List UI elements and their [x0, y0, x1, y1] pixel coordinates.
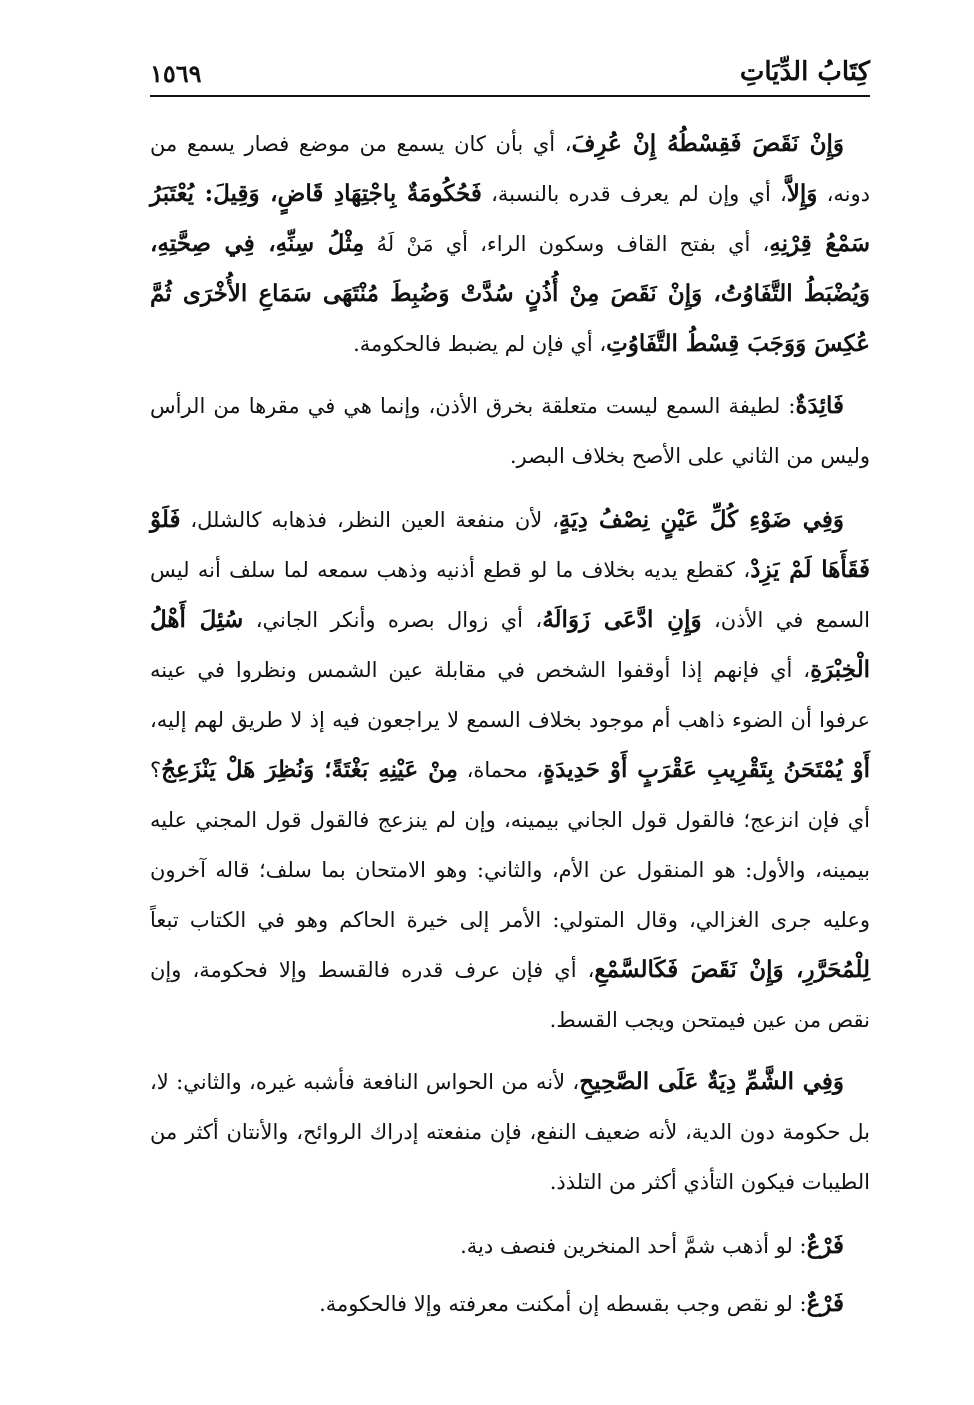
paragraph	[150, 1279, 870, 1329]
commentary-text: ، كقطع يديه بخلاف ما لو قطع أذنيه وذهب سمعه لما سلف أنه ليس السمع في الأذن،	[150, 558, 871, 632]
commentary-text: ، أي بأن كان يسمع من موضع فصار يسمع من دونه،	[150, 132, 871, 206]
matn-text: سُئِلَ أَهْلُ الْخِبْرَةِ	[150, 606, 870, 683]
matn-text: وَفِي الشَّمِّ دِيَةٌ عَلَى الصَّحِيحِ	[579, 1068, 845, 1095]
commentary-text: ، أي بفتح القاف وسكون الراء، أي مَنْ لَهُ	[364, 232, 770, 256]
book-page	[150, 55, 870, 1375]
matn-text: مِنْ عَيْنِهِ بَغْتَةً؛ وَنُظِرَ هَلْ يَنْزَعِجُ	[161, 756, 458, 783]
matn-text: وَإِنْ نَقَصَ فَقِسْطُهُ إِنْ عُرِفَ	[571, 130, 845, 157]
commentary-text: ؟ أي فإن انزعج؛ فالقول قول الجاني بيمينه، وإن لم ينزعج فالقول قول المجني عليه بيمينه، والأول: هو المنقول عن الأم، والثاني: وهو الامتحان بما سلف؛ قاله آخرون وعليه جرى الغزالي، وقال المتولي: الأمر إلى خيرة الحاكم وهو في الكتاب تبعاً	[150, 758, 870, 932]
commentary-text: ، أي فإنهم إذا أوقفوا الشخص في مقابلة عين الشمس ونظروا في عينه عرفوا أن الضوء ذاهب أم موجود بخلاف السمع لا يراجعون فيه إذ لا طريق لهم إليه،	[150, 658, 870, 732]
paragraph	[150, 495, 870, 1045]
matn-text: فَرْعٌ	[806, 1290, 844, 1317]
commentary-text: ، لأن منفعة العين النظر، فذهابه كالشلل،	[180, 508, 559, 532]
matn-text: وَإِنِ ادَّعَى زَوَالَهُ	[542, 606, 702, 633]
matn-text: فَحُكُومَةٌ بِاجْتِهَادِ قَاضٍ، وَقِيلَ: يُعْتَبَرُ سَمْعُ قِرْنِهِ	[150, 180, 871, 257]
commentary-text: ، أي فإن عرف قدره فالقسط وإلا فحكومة، وإن نقص من عين فيمتحن ويجب القسط.	[150, 958, 870, 1032]
matn-text: فَائِدَةٌ	[795, 392, 844, 419]
matn-text: وَإِلاَّ	[786, 180, 818, 207]
matn-text: لِلْمُحَرَّرِ، وَإِنْ نَقَصَ فَكَالسَّمْعِ	[594, 956, 871, 983]
matn-text: فَلَوْ فَقَأَهَا لَمْ يَزِدْ	[150, 506, 871, 583]
commentary-text: ، محماة،	[457, 758, 544, 782]
commentary-text: : لطيفة السمع ليست متعلقة بخرق الأذن، وإنما هي في مقرها من الرأس وليس من الثاني على الأصح بخلاف البصر.	[150, 394, 870, 468]
paragraph	[150, 119, 870, 369]
matn-text: مِثْلُ سِنِّهِ، فِي صِحَّتِهِ، وَيُضْبَطُ التَّفَاوُتُ، وَإِنْ نَقَصَ مِنْ أُذُنٍ سُدَّتْ وَضُبِطَ مُنْتَهَى سَمَاعِ الأُخْرَى ثُمَّ عُكِسَ وَوَجَبَ قِسْطُ التَّفَاوُتِ	[150, 230, 870, 357]
matn-text: وَفِي ضَوْءِ كُلِّ عَيْنٍ نِصْفُ دِيَةٍ	[558, 506, 844, 533]
paragraph	[150, 1221, 870, 1271]
paragraph	[150, 1057, 870, 1207]
page-number: ١٥٦٩	[150, 59, 208, 88]
running-header	[150, 55, 870, 97]
commentary-text: ، أي وإن لم يعرف قدره بالنسبة،	[481, 182, 787, 206]
body-text	[150, 119, 870, 1329]
matn-text: أَوْ يُمْتَحَنُ بِتَقْرِيبِ عَقْرَبٍ أَوْ حَدِيدَةٍ	[543, 756, 870, 783]
paragraph	[150, 381, 870, 481]
commentary-text: ، أي فإن لم يضبط فالحكومة.	[353, 332, 607, 356]
commentary-text: : لو نقص وجب بقسطه إن أمكنت معرفته وإلا فالحكومة.	[319, 1292, 807, 1316]
matn-text: فَرْعٌ	[806, 1232, 844, 1259]
commentary-text: ، لأنه من الحواس النافعة فأشبه غيره، والثاني: لا، بل حكومة دون الدية، لأنه ضعيف النفع، فإن منفعته إدراك الروائح، والأنتان أكثر من الطيبات فيكون التأذي أكثر من التلذذ.	[150, 1070, 870, 1194]
book-title: كِتَابُ الدِّيَاتِ	[734, 57, 870, 87]
commentary-text: ، أي زوال بصره وأنكر الجاني،	[243, 608, 543, 632]
commentary-text: : لو أذهب شمَّ أحد المنخرين فنصف دية.	[460, 1234, 807, 1258]
